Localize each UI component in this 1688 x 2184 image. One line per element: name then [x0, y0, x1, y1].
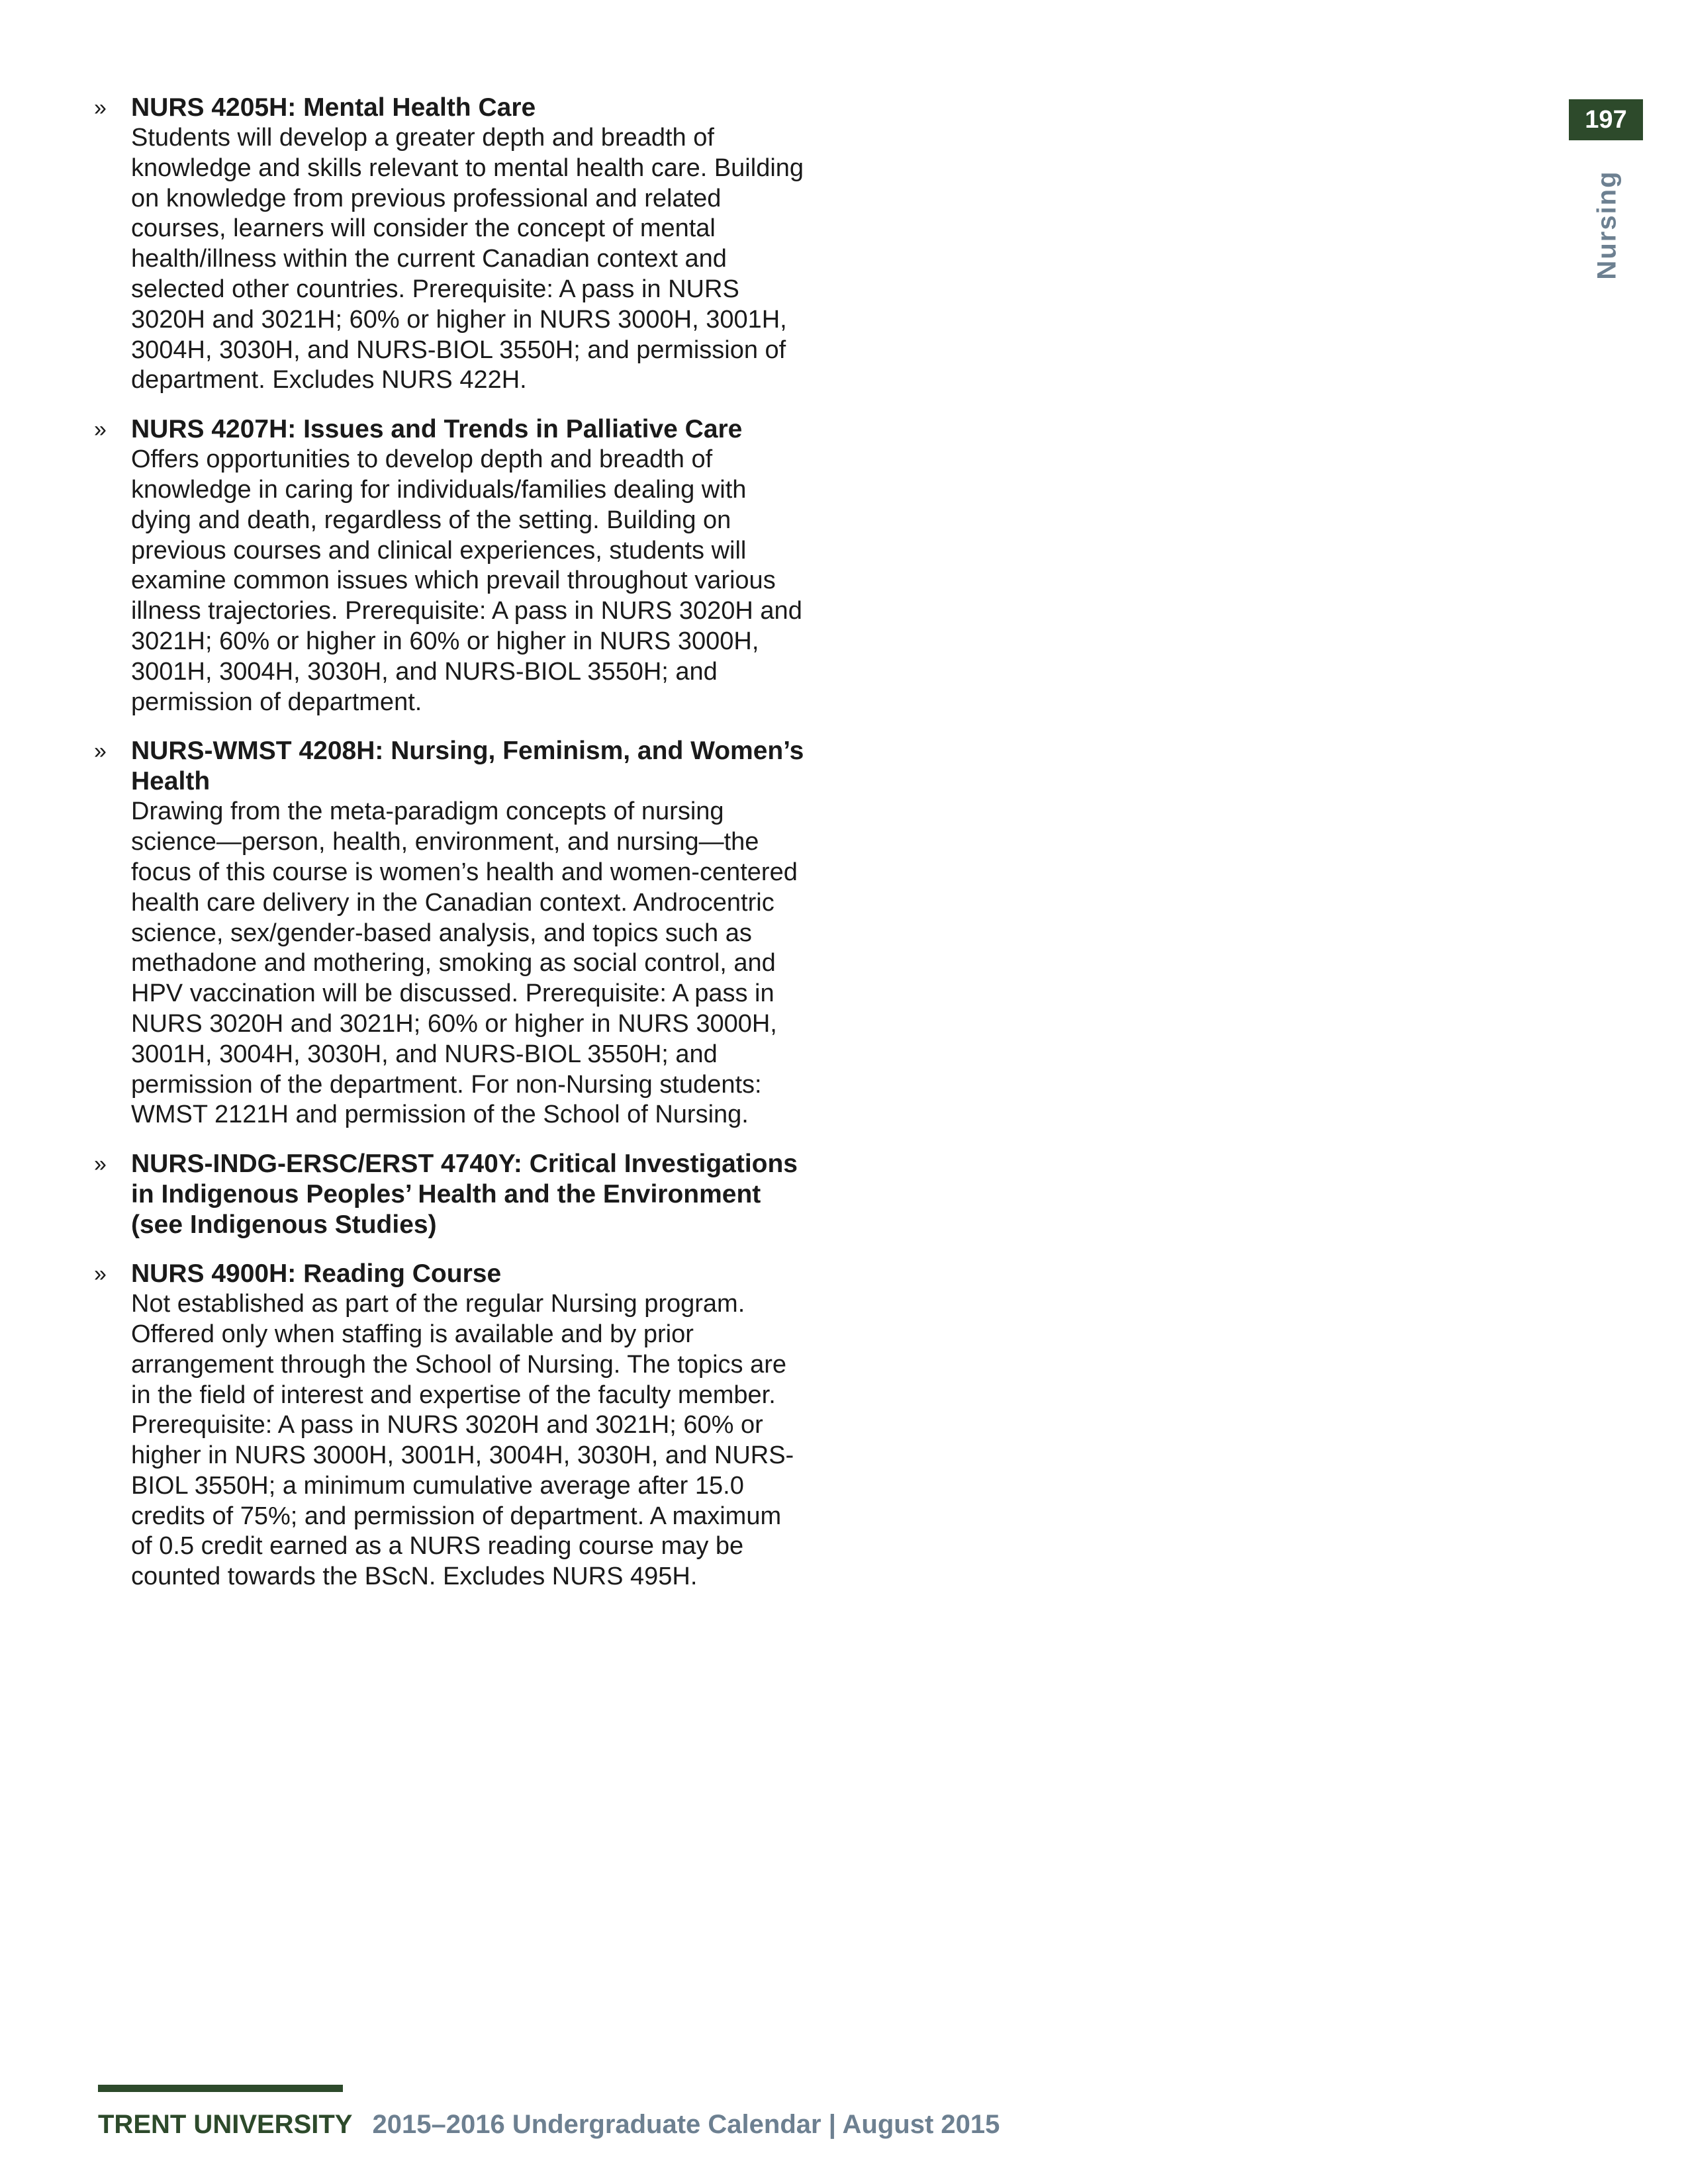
course-entry [94, 414, 809, 717]
course-title: NURS-INDG-ERSC/ERST 4740Y: Critical Investigations in Indigenous Peoples’ Health and the Environment (see Indigenous Studies) [131, 1150, 798, 1240]
footer-calendar-info: 2015–2016 Undergraduate Calendar | August 2015 [372, 2110, 1000, 2139]
course-description: Offers opportunities to develop depth and breadth of knowledge in caring for individuals/families dealing with dying and death, regardless of the setting. Building on previous courses and clinical experiences, students will examine common issues which prevail throughout various illness trajectories. Prerequisite: A pass in NURS 3020H and 3021H; 60% or higher in 60% or higher in NURS 3000H, 3001H, 3004H, 3030H, and NURS-BIOL 3550H; and permission of department. [131, 445, 802, 716]
course-description: Not established as part of the regular Nursing program. Offered only when staffing is available and by prior arrangement through the School of Nursing. The topics are in the field of interest and expertise of the faculty member. Prerequisite: A pass in NURS 3020H and 3021H; 60% or higher in NURS 3000H, 3001H, 3004H, 3030H, and NURS-BIOL 3550H; a minimum cumulative average after 15.0 credits of 75%; and permission of department. A maximum of 0.5 credit earned as a NURS reading course may be counted towards the BScN. Excludes NURS 495H. [131, 1290, 794, 1591]
bullet-icon: » [94, 1261, 107, 1287]
course-title: NURS 4900H: Reading Course [131, 1259, 502, 1289]
bullet-icon: » [94, 417, 107, 443]
course-entry [94, 1259, 809, 1592]
section-label: Nursing [1592, 170, 1622, 280]
course-list [94, 93, 809, 1611]
course-description: Students will develop a greater depth and breadth of knowledge and skills relevant to mental health care. Building on knowledge from previous professional and related courses, learners will consider the concept of mental health/illness within the current Canadian context and selected other countries. Prerequisite: A pass in NURS 3020H and 3021H; 60% or higher in NURS 3000H, 3001H, 3004H, 3030H, and NURS-BIOL 3550H; and permission of department. Excludes NURS 422H. [131, 124, 804, 394]
bullet-icon: » [94, 1152, 107, 1177]
page-number: 197 [1569, 99, 1643, 140]
course-entry [94, 1149, 809, 1240]
bullet-icon: » [94, 739, 107, 764]
course-entry [94, 736, 809, 1130]
bullet-icon: » [94, 95, 107, 120]
footer-brand: TRENT UNIVERSITY [98, 2110, 353, 2139]
footer [98, 2105, 1000, 2144]
course-title: NURS 4205H: Mental Health Care [131, 93, 536, 122]
footer-rule [98, 2085, 343, 2092]
course-description: Drawing from the meta-paradigm concepts of nursing science—person, health, environment, and nursing—the focus of this course is women’s health and women-centered health care delivery in the Canadian context. Androcentric science, sex/gender-based analysis, and topics such as methadone and mothering, smoking as social control, and HPV vaccination will be discussed. Prerequisite: A pass in NURS 3020H and 3021H; 60% or higher in NURS 3000H, 3001H, 3004H, 3030H, and NURS-BIOL 3550H; and permission of the department. For non-Nursing students: WMST 2121H and permission of the School of Nursing. [131, 797, 798, 1129]
course-title: NURS 4207H: Issues and Trends in Palliative Care [131, 415, 743, 444]
course-entry [94, 93, 809, 396]
course-title: NURS-WMST 4208H: Nursing, Feminism, and Women’s Health [131, 737, 804, 796]
